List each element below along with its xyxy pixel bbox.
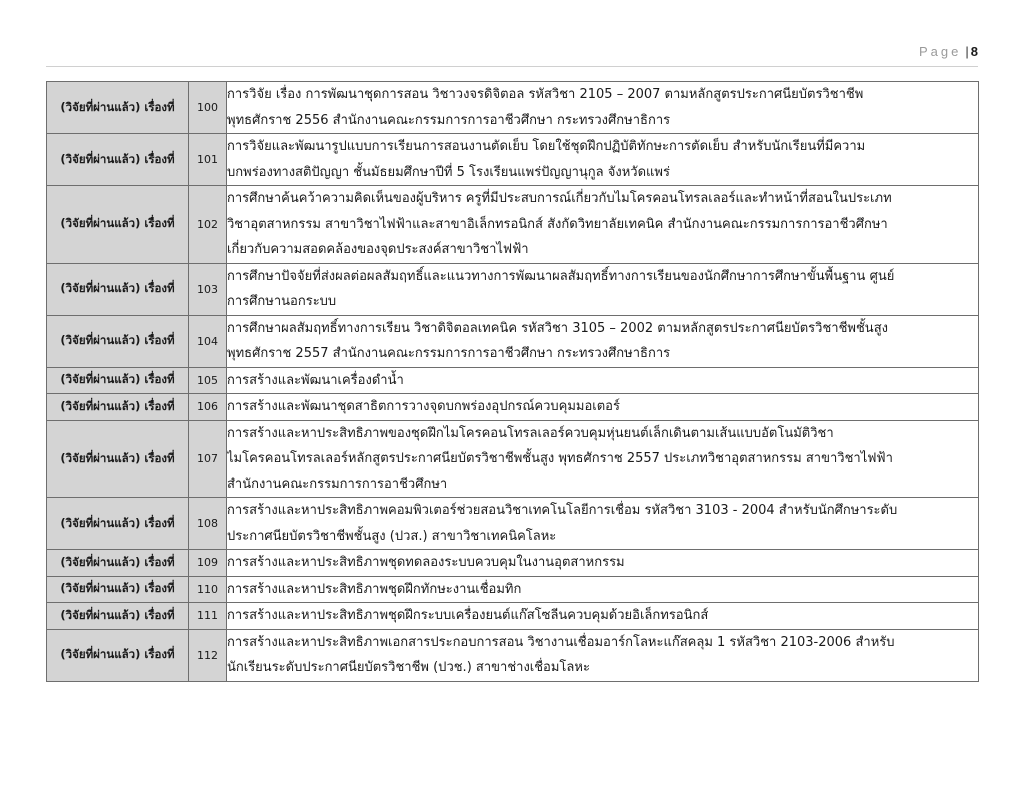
- row-label: (วิจัยที่ผ่านแล้ว) เรื่องที่: [47, 315, 189, 367]
- row-label: (วิจัยที่ผ่านแล้ว) เรื่องที่: [47, 420, 189, 498]
- research-title: [227, 82, 979, 134]
- research-title-line: การศึกษาค้นคว้าความคิดเห็นของผู้บริหาร ครูที่มีประสบการณ์เกี่ยวกับไมโครคอนโทรลเลอร์และทำหน้าที่สอนในประเภท: [227, 191, 892, 206]
- table-row: [47, 550, 979, 577]
- research-title-line: การสร้างและหาประสิทธิภาพเอกสารประกอบการสอน วิชางานเชื่อมอาร์กโลหะแก๊สคลุม 1 รหัสวิชา 2103-2006 สำหรับ: [227, 634, 895, 650]
- page-word: Page: [919, 44, 962, 59]
- table-row: [47, 629, 979, 681]
- research-title-line: ประกาศนียบัตรวิชาชีพชั้นสูง (ปวส.) สาขาวิชาเทคนิคโลหะ: [227, 528, 557, 544]
- row-label: (วิจัยที่ผ่านแล้ว) เรื่องที่: [47, 603, 189, 630]
- research-title: [227, 498, 979, 550]
- research-title-line: วิชาอุตสาหกรรม สาขาวิชาไฟฟ้าและสาขาอิเล็กทรอนิกส์ สังกัดวิทยาลัยเทคนิค สำนักงานคณะกรรมการการอาชีวศึกษา: [227, 216, 888, 232]
- row-label: (วิจัยที่ผ่านแล้ว) เรื่องที่: [47, 367, 189, 394]
- row-number: 100: [189, 82, 227, 134]
- research-title-line: การสร้างและหาประสิทธิภาพชุดฝึกระบบเครื่องยนต์แก๊สโซลีนควบคุมด้วยอิเล็กทรอนิกส์: [227, 608, 709, 623]
- research-title: [227, 603, 979, 630]
- research-title: [227, 576, 979, 603]
- research-title-line: การศึกษาผลสัมฤทธิ์ทางการเรียน วิชาดิจิตอลเทคนิค รหัสวิชา 3105 – 2002 ตามหลักสูตรประกาศนียบัตรวิชาชีพชั้นสูง: [227, 320, 888, 336]
- research-table: [46, 81, 979, 682]
- row-label: (วิจัยที่ผ่านแล้ว) เรื่องที่: [47, 134, 189, 186]
- table-row: [47, 394, 979, 421]
- row-label: (วิจัยที่ผ่านแล้ว) เรื่องที่: [47, 82, 189, 134]
- research-title: [227, 263, 979, 315]
- table-row: [47, 576, 979, 603]
- row-number: 107: [189, 420, 227, 498]
- research-title-line: การวิจัยและพัฒนารูปแบบการเรียนการสอนงานตัดเย็บ โดยใช้ชุดฝึกปฏิบัติทักษะการตัดเย็บ สำหรับนักเรียนที่มีความ: [227, 139, 866, 154]
- research-title-line: การสร้างและหาประสิทธิภาพคอมพิวเตอร์ช่วยสอนวิชาเทคโนโลยีการเชื่อม รหัสวิชา 3103 - 2004 สำหรับนักศึกษาระดับ: [227, 503, 898, 518]
- research-title-line: การศึกษาปัจจัยที่ส่งผลต่อผลสัมฤทธิ์และแนวทางการพัฒนาผลสัมฤทธิ์ทางการเรียนของนักศึกษาการศึกษาขั้นพื้นฐาน ศูนย์: [227, 268, 895, 284]
- table-row: [47, 603, 979, 630]
- table-row: [47, 263, 979, 315]
- research-title-line: การสร้างและพัฒนาชุดสาธิตการวางจุดบกพร่องอุปกรณ์ควบคุมมอเตอร์: [227, 399, 620, 414]
- row-number: 110: [189, 576, 227, 603]
- page-number: 8: [970, 44, 978, 59]
- row-number: 103: [189, 263, 227, 315]
- research-title-line: เกี่ยวกับความสอดคล้องของจุดประสงค์สาขาวิชาไฟฟ้า: [227, 242, 529, 257]
- table-row: [47, 367, 979, 394]
- row-number: 108: [189, 498, 227, 550]
- row-number: 105: [189, 367, 227, 394]
- research-title-line: สำนักงานคณะกรรมการการอาชีวศึกษา: [227, 476, 448, 492]
- research-title: [227, 629, 979, 681]
- row-label: (วิจัยที่ผ่านแล้ว) เรื่องที่: [47, 394, 189, 421]
- row-label: (วิจัยที่ผ่านแล้ว) เรื่องที่: [47, 629, 189, 681]
- research-table-body: [47, 82, 979, 682]
- row-label: (วิจัยที่ผ่านแล้ว) เรื่องที่: [47, 263, 189, 315]
- research-title: [227, 315, 979, 367]
- research-title: [227, 394, 979, 421]
- research-title: [227, 367, 979, 394]
- research-title: [227, 186, 979, 264]
- research-title-line: บกพร่องทางสติปัญญา ชั้นมัธยมศึกษาปีที่ 5 โรงเรียนแพร่ปัญญานุกูล จังหวัดแพร่: [227, 164, 670, 180]
- research-title: [227, 420, 979, 498]
- research-title-line: การสร้างและพัฒนาเครื่องดำน้ำ: [227, 372, 404, 388]
- row-label: (วิจัยที่ผ่านแล้ว) เรื่องที่: [47, 550, 189, 577]
- research-title-line: การสร้างและหาประสิทธิภาพชุดฝึกทักษะงานเชื่อมทิก: [227, 581, 522, 597]
- row-label: (วิจัยที่ผ่านแล้ว) เรื่องที่: [47, 186, 189, 264]
- row-number: 101: [189, 134, 227, 186]
- research-title-line: พุทธศักราช 2557 สำนักงานคณะกรรมการการอาชีวศึกษา กระทรวงศึกษาธิการ: [227, 346, 671, 361]
- header-rule: [46, 66, 978, 67]
- row-number: 104: [189, 315, 227, 367]
- research-title-line: การสร้างและหาประสิทธิภาพของชุดฝึกไมโครคอนโทรลเลอร์ควบคุมหุ่นยนต์เล็กเดินตามเส้นแบบอัตโนมัติวิชา: [227, 425, 834, 441]
- table-row: [47, 315, 979, 367]
- row-label: (วิจัยที่ผ่านแล้ว) เรื่องที่: [47, 576, 189, 603]
- research-title-line: การวิจัย เรื่อง การพัฒนาชุดการสอน วิชาวงจรดิจิตอล รหัสวิชา 2105 – 2007 ตามหลักสูตรประกาศนียบัตรวิชาชีพ: [227, 87, 864, 102]
- row-number: 111: [189, 603, 227, 630]
- table-row: [47, 82, 979, 134]
- row-number: 102: [189, 186, 227, 264]
- row-number: 109: [189, 550, 227, 577]
- research-title: [227, 134, 979, 186]
- table-row: [47, 498, 979, 550]
- row-number: 112: [189, 629, 227, 681]
- page-header: [919, 44, 978, 59]
- page-separator: |: [965, 44, 969, 59]
- table-row: [47, 134, 979, 186]
- research-title-line: นักเรียนระดับประกาศนียบัตรวิชาชีพ (ปวช.) สาขาช่างเชื่อมโลหะ: [227, 660, 590, 675]
- table-row: [47, 420, 979, 498]
- table-row: [47, 186, 979, 264]
- row-number: 106: [189, 394, 227, 421]
- research-title-line: ไมโครคอนโทรลเลอร์หลักสูตรประกาศนียบัตรวิชาชีพชั้นสูง พุทธศักราช 2557 ประเภทวิชาอุตสาหกรรม สาขาวิชาไฟฟ้า: [227, 451, 893, 466]
- research-title-line: พุทธศักราช 2556 สำนักงานคณะกรรมการการอาชีวศึกษา กระทรวงศึกษาธิการ: [227, 112, 671, 128]
- research-title-line: การศึกษานอกระบบ: [227, 294, 337, 309]
- research-title: [227, 550, 979, 577]
- row-label: (วิจัยที่ผ่านแล้ว) เรื่องที่: [47, 498, 189, 550]
- research-title-line: การสร้างและหาประสิทธิภาพชุดทดลองระบบควบคุมในงานอุตสาหกรรม: [227, 555, 625, 570]
